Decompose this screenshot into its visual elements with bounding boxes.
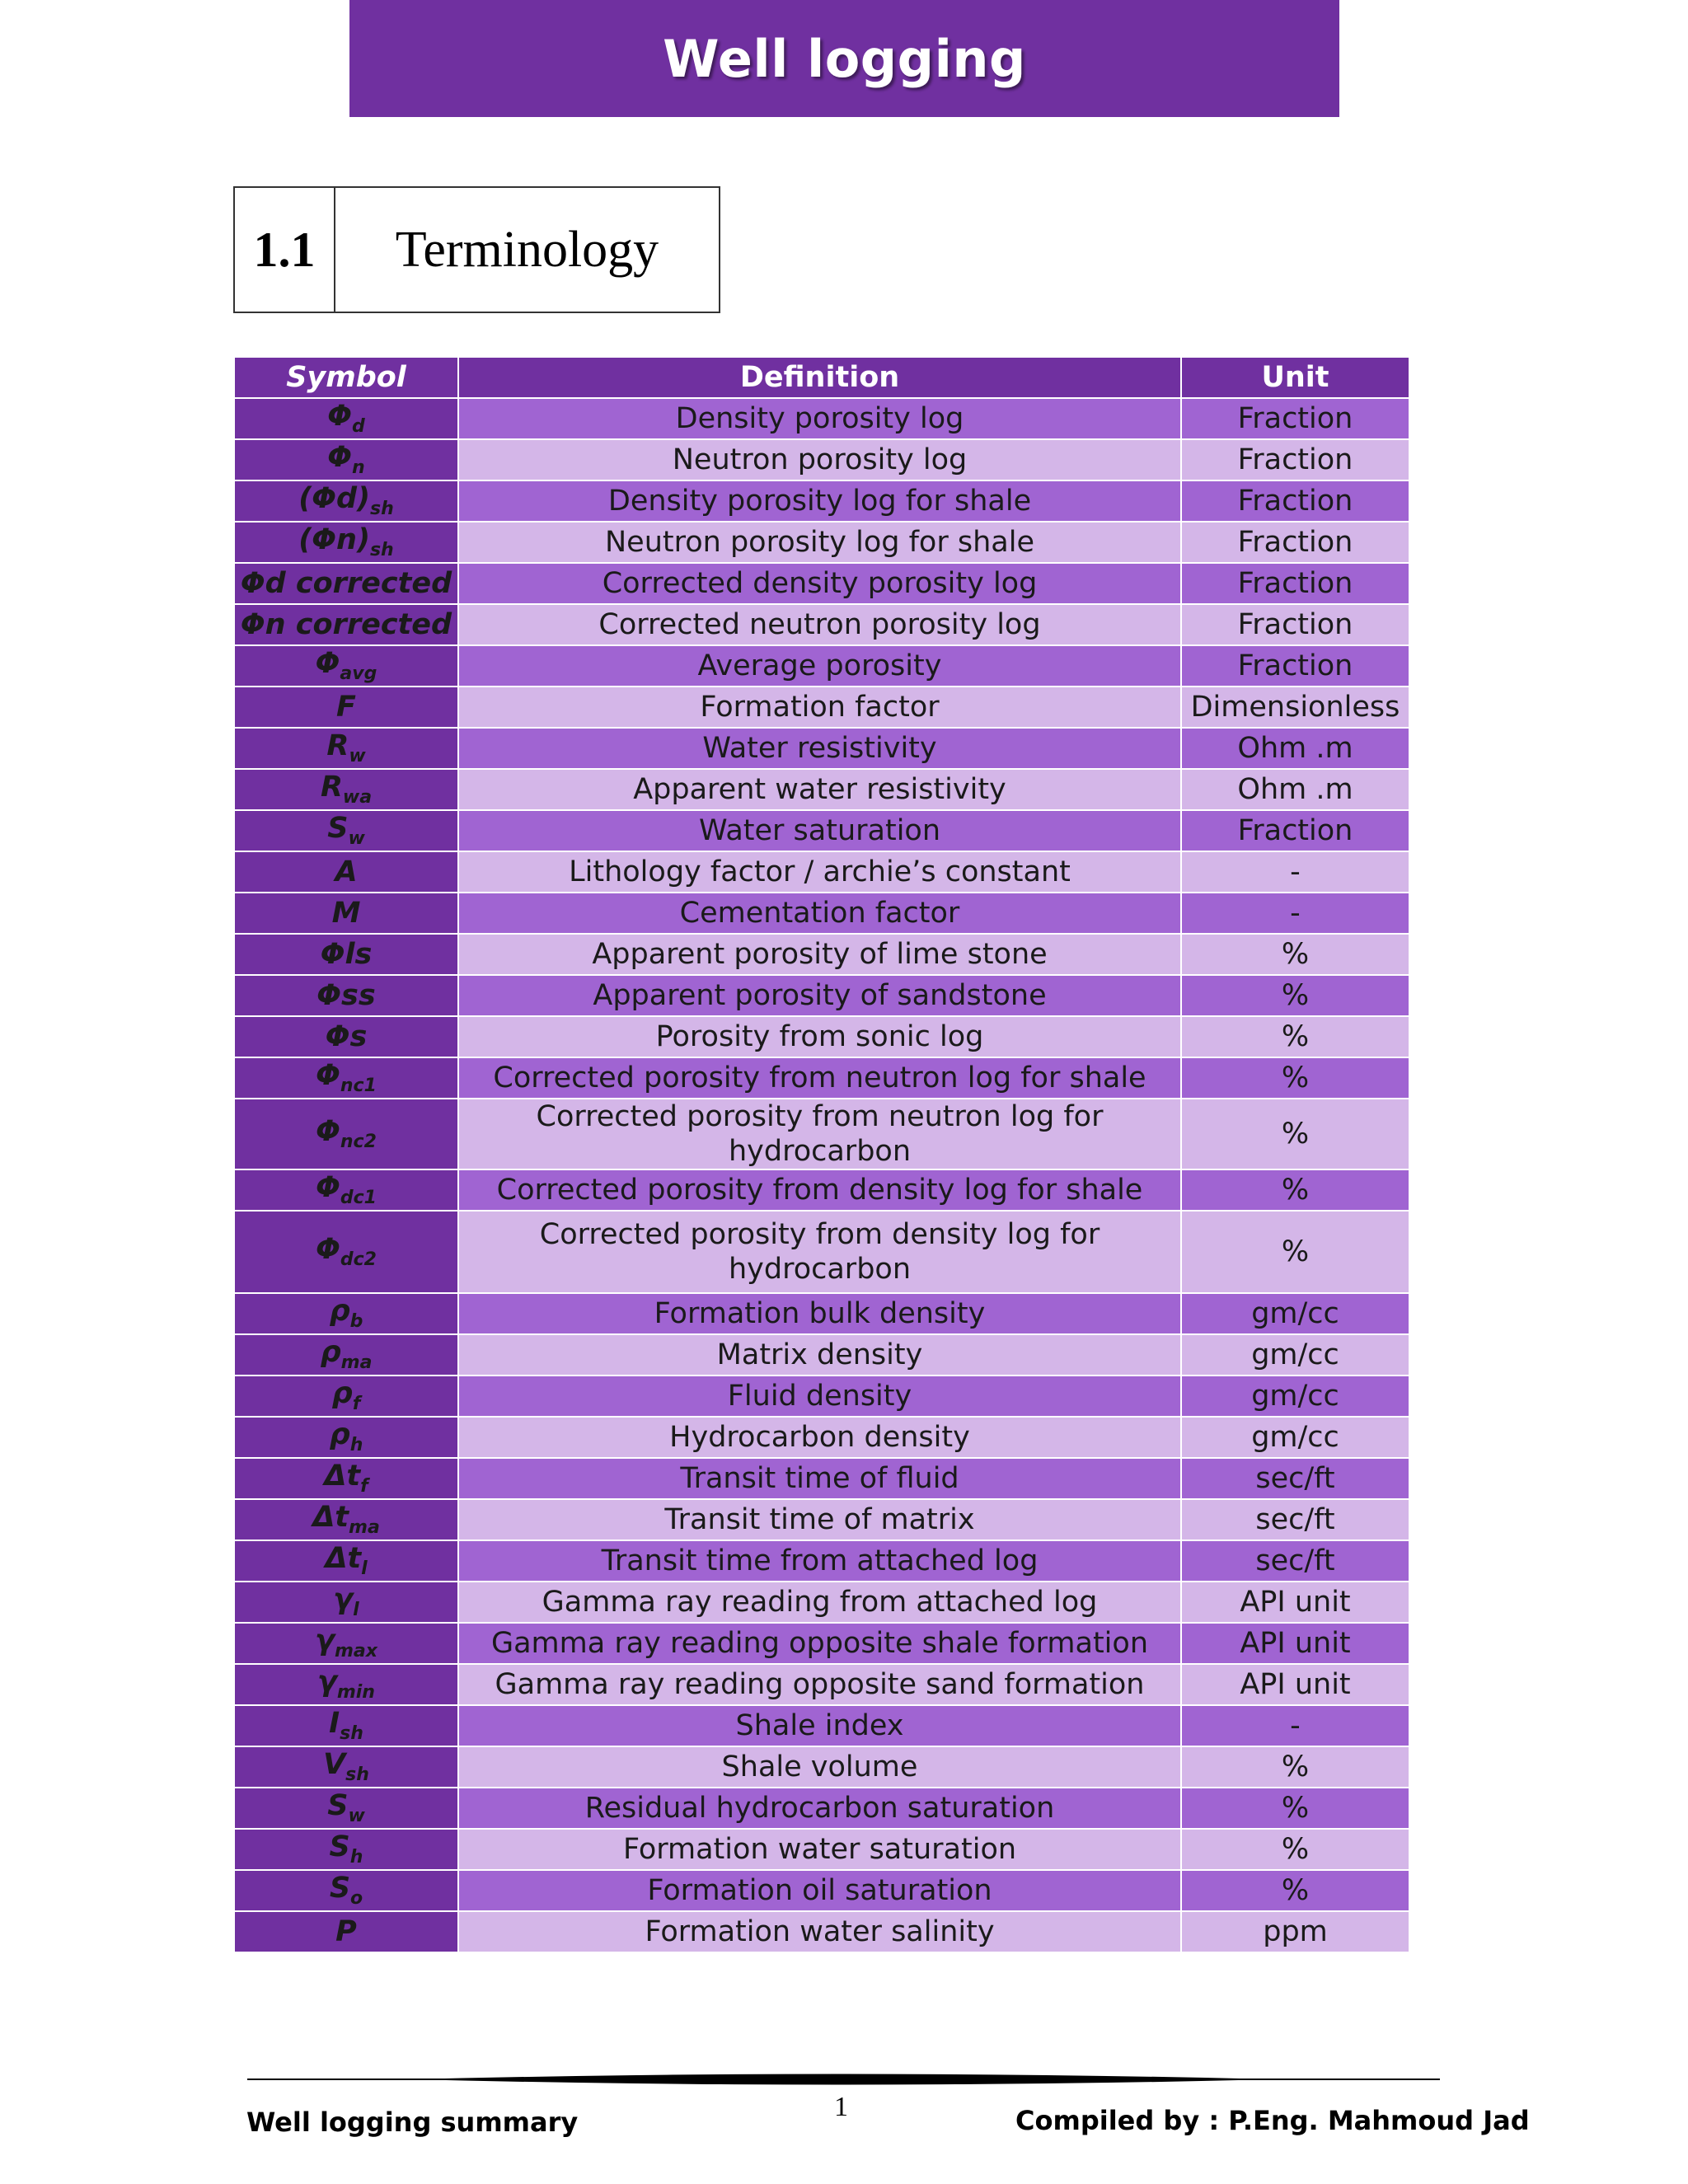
term-unit: API unit (1181, 1623, 1409, 1664)
term-definition: Transit time of matrix (458, 1499, 1181, 1540)
term-symbol (234, 522, 458, 563)
symbol-subscript: dc2 (340, 1249, 377, 1271)
symbol-subscript: h (349, 1435, 363, 1456)
term-unit: Fraction (1181, 439, 1409, 480)
symbol-column-header: Symbol (234, 357, 458, 398)
symbol-subscript: f (352, 1394, 361, 1415)
table-row (234, 1099, 1409, 1169)
table-row (234, 1664, 1409, 1705)
term-definition: Neutron porosity log for shale (458, 522, 1181, 563)
symbol-text: A (335, 855, 358, 888)
term-unit: % (1181, 1057, 1409, 1099)
term-unit: Fraction (1181, 398, 1409, 439)
term-definition: Apparent porosity of sandstone (458, 975, 1181, 1016)
symbol-text: S (329, 1872, 351, 1905)
term-definition: Shale volume (458, 1746, 1181, 1788)
term-symbol (234, 439, 458, 480)
term-definition: Average porosity (458, 645, 1181, 687)
symbol-text: Φ (327, 441, 353, 475)
definition-column-header: Definition (458, 357, 1181, 398)
table-row (234, 398, 1409, 439)
term-symbol (234, 1911, 458, 1952)
term-unit: % (1181, 1211, 1409, 1293)
symbol-text: Φ (327, 400, 352, 434)
table-row (234, 1057, 1409, 1099)
term-symbol (234, 728, 458, 769)
term-definition: Cementation factor (458, 893, 1181, 934)
symbol-text: R (320, 771, 343, 804)
term-unit: sec/ft (1181, 1499, 1409, 1540)
document-title: Well logging (663, 28, 1026, 89)
term-definition: Water saturation (458, 810, 1181, 851)
table-row (234, 810, 1409, 851)
term-unit: % (1181, 1788, 1409, 1829)
term-definition: Transit time of fluid (458, 1458, 1181, 1499)
term-definition: Neutron porosity log (458, 439, 1181, 480)
term-unit: sec/ft (1181, 1458, 1409, 1499)
symbol-text: Φs (325, 1020, 368, 1053)
term-definition: Residual hydrocarbon saturation (458, 1788, 1181, 1829)
term-definition: Corrected neutron porosity log (458, 604, 1181, 645)
term-unit: % (1181, 934, 1409, 975)
symbol-text: Φ (316, 1233, 340, 1267)
term-unit: - (1181, 1705, 1409, 1746)
term-unit: Fraction (1181, 480, 1409, 522)
term-unit: % (1181, 975, 1409, 1016)
symbol-text: P (335, 1915, 357, 1948)
symbol-subscript: w (348, 828, 365, 850)
symbol-text: Φ (315, 647, 340, 681)
table-row (234, 1788, 1409, 1829)
term-definition: Density porosity log (458, 398, 1181, 439)
term-definition: Formation water saturation (458, 1829, 1181, 1870)
term-definition: Formation bulk density (458, 1293, 1181, 1334)
term-symbol (234, 1293, 458, 1334)
symbol-text: S (327, 1789, 349, 1823)
symbol-subscript: ma (349, 1517, 380, 1539)
table-row (234, 975, 1409, 1016)
symbol-text: ρ (329, 1418, 350, 1452)
symbol-subscript: sh (370, 499, 394, 520)
term-definition: Matrix density (458, 1334, 1181, 1376)
term-symbol (234, 1458, 458, 1499)
symbol-subscript: ma (340, 1352, 373, 1374)
term-symbol (234, 1829, 458, 1870)
symbol-text: F (336, 691, 356, 724)
symbol-text: γ (315, 1624, 335, 1658)
symbol-subscript: f (360, 1476, 368, 1497)
term-unit: - (1181, 893, 1409, 934)
table-row (234, 893, 1409, 934)
symbol-subscript: sh (345, 1765, 369, 1786)
table-row (234, 728, 1409, 769)
term-unit: Fraction (1181, 604, 1409, 645)
term-symbol (234, 480, 458, 522)
term-definition: Apparent water resistivity (458, 769, 1181, 810)
term-symbol (234, 1623, 458, 1664)
symbol-text: S (327, 812, 349, 846)
table-row (234, 1016, 1409, 1057)
term-symbol (234, 398, 458, 439)
symbol-text: Φ (316, 1059, 340, 1093)
term-definition: Formation water salinity (458, 1911, 1181, 1952)
term-definition: Apparent porosity of lime stone (458, 934, 1181, 975)
term-symbol (234, 1788, 458, 1829)
term-symbol (234, 687, 458, 728)
table-row (234, 1293, 1409, 1334)
table-row (234, 1499, 1409, 1540)
table-row (234, 1458, 1409, 1499)
symbol-text: I (329, 1707, 340, 1741)
footer-author: Compiled by : P.Eng. Mahmoud Jad (1015, 2105, 1530, 2136)
table-row (234, 1829, 1409, 1870)
symbol-subscript: sh (340, 1723, 363, 1745)
symbol-subscript: nc1 (340, 1076, 377, 1097)
symbol-text: ρ (329, 1295, 350, 1329)
term-symbol (234, 893, 458, 934)
symbol-text: V (323, 1748, 346, 1782)
page-number: 1 (834, 2092, 848, 2122)
term-unit: Fraction (1181, 645, 1409, 687)
term-symbol (234, 1705, 458, 1746)
symbol-text: Δt (325, 1542, 362, 1576)
term-symbol (234, 1376, 458, 1417)
term-symbol (234, 604, 458, 645)
symbol-subscript: max (334, 1641, 377, 1662)
symbol-text: Φn corrected (240, 608, 452, 641)
table-row (234, 1623, 1409, 1664)
table-row (234, 1169, 1409, 1211)
term-definition: Water resistivity (458, 728, 1181, 769)
symbol-text: Φls (320, 938, 373, 971)
symbol-text: Δt (312, 1501, 349, 1535)
symbol-subscript: avg (340, 663, 377, 685)
terminology-table (233, 356, 1410, 1953)
symbol-text: γ (317, 1666, 337, 1699)
term-unit: % (1181, 1746, 1409, 1788)
term-symbol (234, 1870, 458, 1911)
table-header-row (234, 357, 1409, 398)
table-row (234, 851, 1409, 893)
term-symbol (234, 810, 458, 851)
term-symbol (234, 1582, 458, 1623)
term-definition: Shale index (458, 1705, 1181, 1746)
term-definition: Formation factor (458, 687, 1181, 728)
table-row (234, 1540, 1409, 1582)
term-symbol (234, 1664, 458, 1705)
symbol-subscript: n (352, 457, 365, 479)
symbol-subscript: sh (369, 540, 394, 561)
term-unit: % (1181, 1169, 1409, 1211)
term-symbol (234, 934, 458, 975)
symbol-subscript: b (349, 1311, 363, 1333)
table-body (234, 398, 1409, 1952)
term-unit: sec/ft (1181, 1540, 1409, 1582)
header-banner (349, 0, 1339, 117)
footer-divider (247, 2072, 1440, 2087)
term-unit: ppm (1181, 1911, 1409, 1952)
term-definition: Hydrocarbon density (458, 1417, 1181, 1458)
footer-document-name: Well logging summary (246, 2107, 579, 2138)
symbol-text: (Φd) (298, 482, 371, 516)
term-unit: gm/cc (1181, 1334, 1409, 1376)
symbol-text: S (329, 1830, 350, 1864)
symbol-subscript: min (336, 1682, 375, 1704)
term-symbol (234, 851, 458, 893)
term-unit: Dimensionless (1181, 687, 1409, 728)
symbol-text: R (326, 729, 349, 763)
term-symbol (234, 1211, 458, 1293)
symbol-subscript: h (349, 1847, 363, 1868)
term-definition: Transit time from attached log (458, 1540, 1181, 1582)
term-symbol (234, 1417, 458, 1458)
symbol-text: Φd corrected (240, 567, 452, 600)
term-definition: Gamma ray reading opposite shale formation (458, 1623, 1181, 1664)
table-row (234, 1746, 1409, 1788)
symbol-text: Φ (316, 1171, 340, 1205)
table-row (234, 480, 1409, 522)
term-definition: Fluid density (458, 1376, 1181, 1417)
table-row (234, 687, 1409, 728)
symbol-text: Δt (324, 1460, 361, 1493)
term-unit: % (1181, 1829, 1409, 1870)
symbol-subscript: w (348, 1806, 365, 1827)
term-unit: API unit (1181, 1664, 1409, 1705)
term-unit: gm/cc (1181, 1293, 1409, 1334)
term-unit: Ohm .m (1181, 728, 1409, 769)
symbol-text: ρ (331, 1377, 353, 1411)
term-unit: % (1181, 1016, 1409, 1057)
section-heading (233, 186, 720, 313)
table-row (234, 645, 1409, 687)
term-symbol (234, 563, 458, 604)
symbol-subscript: wa (342, 787, 373, 808)
term-unit: Fraction (1181, 810, 1409, 851)
term-definition: Lithology factor / archie’s constant (458, 851, 1181, 893)
term-symbol (234, 1057, 458, 1099)
term-symbol (234, 1169, 458, 1211)
symbol-text: Φ (316, 1115, 340, 1149)
term-definition: Corrected porosity from neutron log for shale (458, 1057, 1181, 1099)
table-row (234, 1334, 1409, 1376)
term-definition: Porosity from sonic log (458, 1016, 1181, 1057)
term-symbol (234, 1499, 458, 1540)
term-symbol (234, 1099, 458, 1169)
table-row (234, 439, 1409, 480)
table-row (234, 1582, 1409, 1623)
table-row (234, 1870, 1409, 1911)
term-definition: Density porosity log for shale (458, 480, 1181, 522)
symbol-subscript: l (353, 1600, 359, 1621)
table-row (234, 604, 1409, 645)
table-row (234, 522, 1409, 563)
term-definition: Corrected porosity from neutron log for hydrocarbon (458, 1099, 1181, 1169)
table-row (234, 1376, 1409, 1417)
term-definition: Formation oil saturation (458, 1870, 1181, 1911)
term-symbol (234, 769, 458, 810)
term-definition: Corrected density porosity log (458, 563, 1181, 604)
term-unit: gm/cc (1181, 1417, 1409, 1458)
symbol-subscript: d (352, 416, 365, 438)
term-definition: Corrected porosity from density log for hydrocarbon (458, 1211, 1181, 1293)
unit-column-header: Unit (1181, 357, 1409, 398)
symbol-text: ρ (320, 1336, 341, 1370)
term-unit: - (1181, 851, 1409, 893)
table-row (234, 1911, 1409, 1952)
term-unit: % (1181, 1870, 1409, 1911)
term-unit: Fraction (1181, 522, 1409, 563)
symbol-text: γ (333, 1583, 354, 1617)
symbol-subscript: nc2 (340, 1132, 377, 1153)
table-row (234, 563, 1409, 604)
term-definition: Gamma ray reading from attached log (458, 1582, 1181, 1623)
term-symbol (234, 1016, 458, 1057)
term-unit: API unit (1181, 1582, 1409, 1623)
term-unit: Ohm .m (1181, 769, 1409, 810)
table-row (234, 769, 1409, 810)
symbol-text: M (331, 897, 361, 930)
table-row (234, 934, 1409, 975)
term-symbol (234, 1540, 458, 1582)
symbol-subscript: dc1 (340, 1188, 377, 1209)
term-symbol (234, 1334, 458, 1376)
table-row (234, 1417, 1409, 1458)
term-symbol (234, 1746, 458, 1788)
table-row (234, 1705, 1409, 1746)
term-unit: % (1181, 1099, 1409, 1169)
term-symbol (234, 645, 458, 687)
section-number: 1.1 (235, 188, 335, 312)
symbol-text: Φss (316, 979, 376, 1012)
term-unit: gm/cc (1181, 1376, 1409, 1417)
term-definition: Corrected porosity from density log for shale (458, 1169, 1181, 1211)
symbol-text: (Φn) (298, 523, 370, 557)
term-definition: Gamma ray reading opposite sand formation (458, 1664, 1181, 1705)
symbol-subscript: o (350, 1888, 363, 1910)
table-row (234, 1211, 1409, 1293)
section-title: Terminology (395, 221, 659, 278)
symbol-subscript: l (361, 1558, 368, 1580)
term-unit: Fraction (1181, 563, 1409, 604)
term-symbol (234, 975, 458, 1016)
symbol-subscript: w (349, 746, 366, 767)
